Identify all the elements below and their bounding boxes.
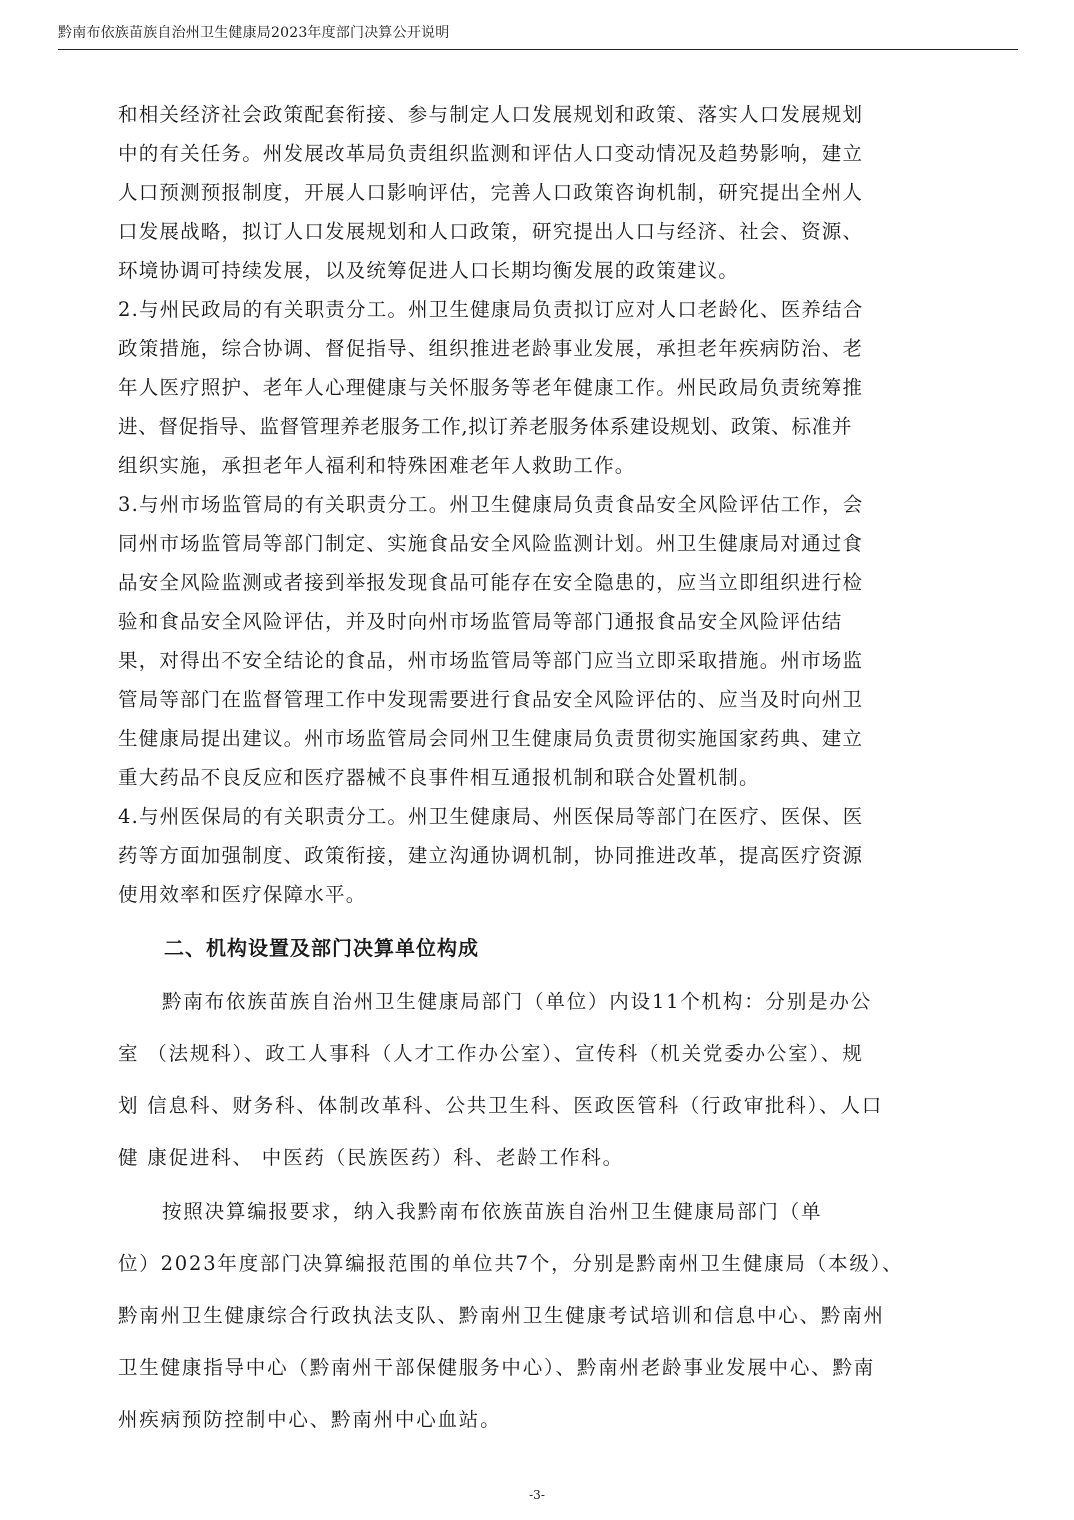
body-line: 4.与州医保局的有关职责分工。州卫生健康局、州医保局等部门在医疗、医保、医 <box>118 805 864 828</box>
body-line: 进、督促指导、监督管理养老服务工作,拟订养老服务体系建设规划、政策、标准并 <box>118 415 853 438</box>
paragraph-line: 黔南布依族苗族自治州卫生健康局部门（单位）内设11个机构：分别是办公 <box>162 990 873 1013</box>
body-line: 中的有关任务。州发展改革局负责组织监测和评估人口变动情况及趋势影响，建立 <box>118 142 864 165</box>
body-line: 政策措施，综合协调、督促指导、组织推进老龄事业发展，承担老年疾病防治、老 <box>118 337 864 360</box>
body-text <box>118 95 958 914</box>
body-line: 品安全风险监测或者接到举报发现食品可能存在安全隐患的，应当立即组织进行检 <box>118 571 864 594</box>
body-line: 验和食品安全风险评估，并及时向州市场监管局等部门通报食品安全风险评估结 <box>118 610 843 633</box>
body-line: 使用效率和医疗保障水平。 <box>118 883 367 906</box>
paragraph-line: 卫生健康指导中心（黔南州干部保健服务中心）、黔南州老龄事业发展中心、黔南 <box>118 1356 876 1379</box>
body-line: 同州市场监管局等部门制定、实施食品安全风险监测计划。州卫生健康局对通过食 <box>118 532 864 555</box>
budget-units-paragraph <box>118 1186 978 1446</box>
body-line: 和相关经济社会政策配套衔接、参与制定人口发展规划和政策、落实人口发展规划 <box>118 103 864 126</box>
page-number: -3- <box>529 1488 545 1502</box>
paragraph-line: 按照决算编报要求，纳入我黔南布依族苗族自治州卫生健康局部门（单 <box>162 1200 823 1223</box>
body-line: 人口预测预报制度，开展人口影响评估，完善人口政策咨询机制，研究提出全州人 <box>118 181 864 204</box>
paragraph-line: 健 康促进科、 中医药（民族医药）科、老龄工作科。 <box>118 1146 624 1169</box>
body-line: 3.与州市场监管局的有关职责分工。州卫生健康局负责食品安全风险评估工作，会 <box>118 493 864 516</box>
document-header: 黔南布依族苗族自治州卫生健康局2023年度部门决算公开说明 <box>58 22 1018 50</box>
body-line: 管局等部门在监督管理工作中发现需要进行食品安全风险评估的、应当及时向州卫 <box>118 688 864 711</box>
body-line: 药等方面加强制度、政策衔接，建立沟通协调机制，协同推进改革，提高医疗资源 <box>118 844 864 867</box>
body-line: 组织实施，承担老年人福利和特殊困难老年人救助工作。 <box>118 454 636 477</box>
paragraph-line: 划 信息科、财务科、体制改革科、公共卫生科、医政医管科（行政审批科）、人口 <box>118 1094 884 1117</box>
paragraph-line: 室 （法规科）、政工人事科（人才工作办公室）、宣传科（机关党委办公室）、规 <box>118 1042 864 1065</box>
body-line: 年人医疗照护、老年人心理健康与关怀服务等老年健康工作。州民政局负责统筹推 <box>118 376 864 399</box>
body-line: 果，对得出不安全结论的食品，州市场监管局等部门应当立即采取措施。州市场监 <box>118 649 864 672</box>
body-line: 2.与州民政局的有关职责分工。州卫生健康局负责拟订应对人口老龄化、医养结合 <box>118 298 864 321</box>
body-line: 环境协调可持续发展，以及统筹促进人口长期均衡发展的政策建议。 <box>118 259 740 282</box>
org-structure-paragraph <box>118 976 978 1184</box>
body-line: 生健康局提出建议。州市场监管局会同州卫生健康局负责贯彻实施国家药典、建立 <box>118 727 864 750</box>
paragraph-line: 州疾病预防控制中心、黔南州中心血站。 <box>118 1408 502 1431</box>
body-line: 重大药品不良反应和医疗器械不良事件相互通报机制和联合处置机制。 <box>118 766 760 789</box>
paragraph-line: 黔南州卫生健康综合行政执法支队、黔南州卫生健康考试培训和信息中心、黔南州 <box>118 1304 885 1327</box>
body-line: 口发展战略，拟订人口发展规划和人口政策，研究提出人口与经济、社会、资源、 <box>118 220 864 243</box>
section-heading: 二、机构设置及部门决算单位构成 <box>164 936 479 960</box>
paragraph-line: 位）2023年度部门决算编报范围的单位共7个，分别是黔南州卫生健康局（本级）、 <box>118 1252 904 1275</box>
